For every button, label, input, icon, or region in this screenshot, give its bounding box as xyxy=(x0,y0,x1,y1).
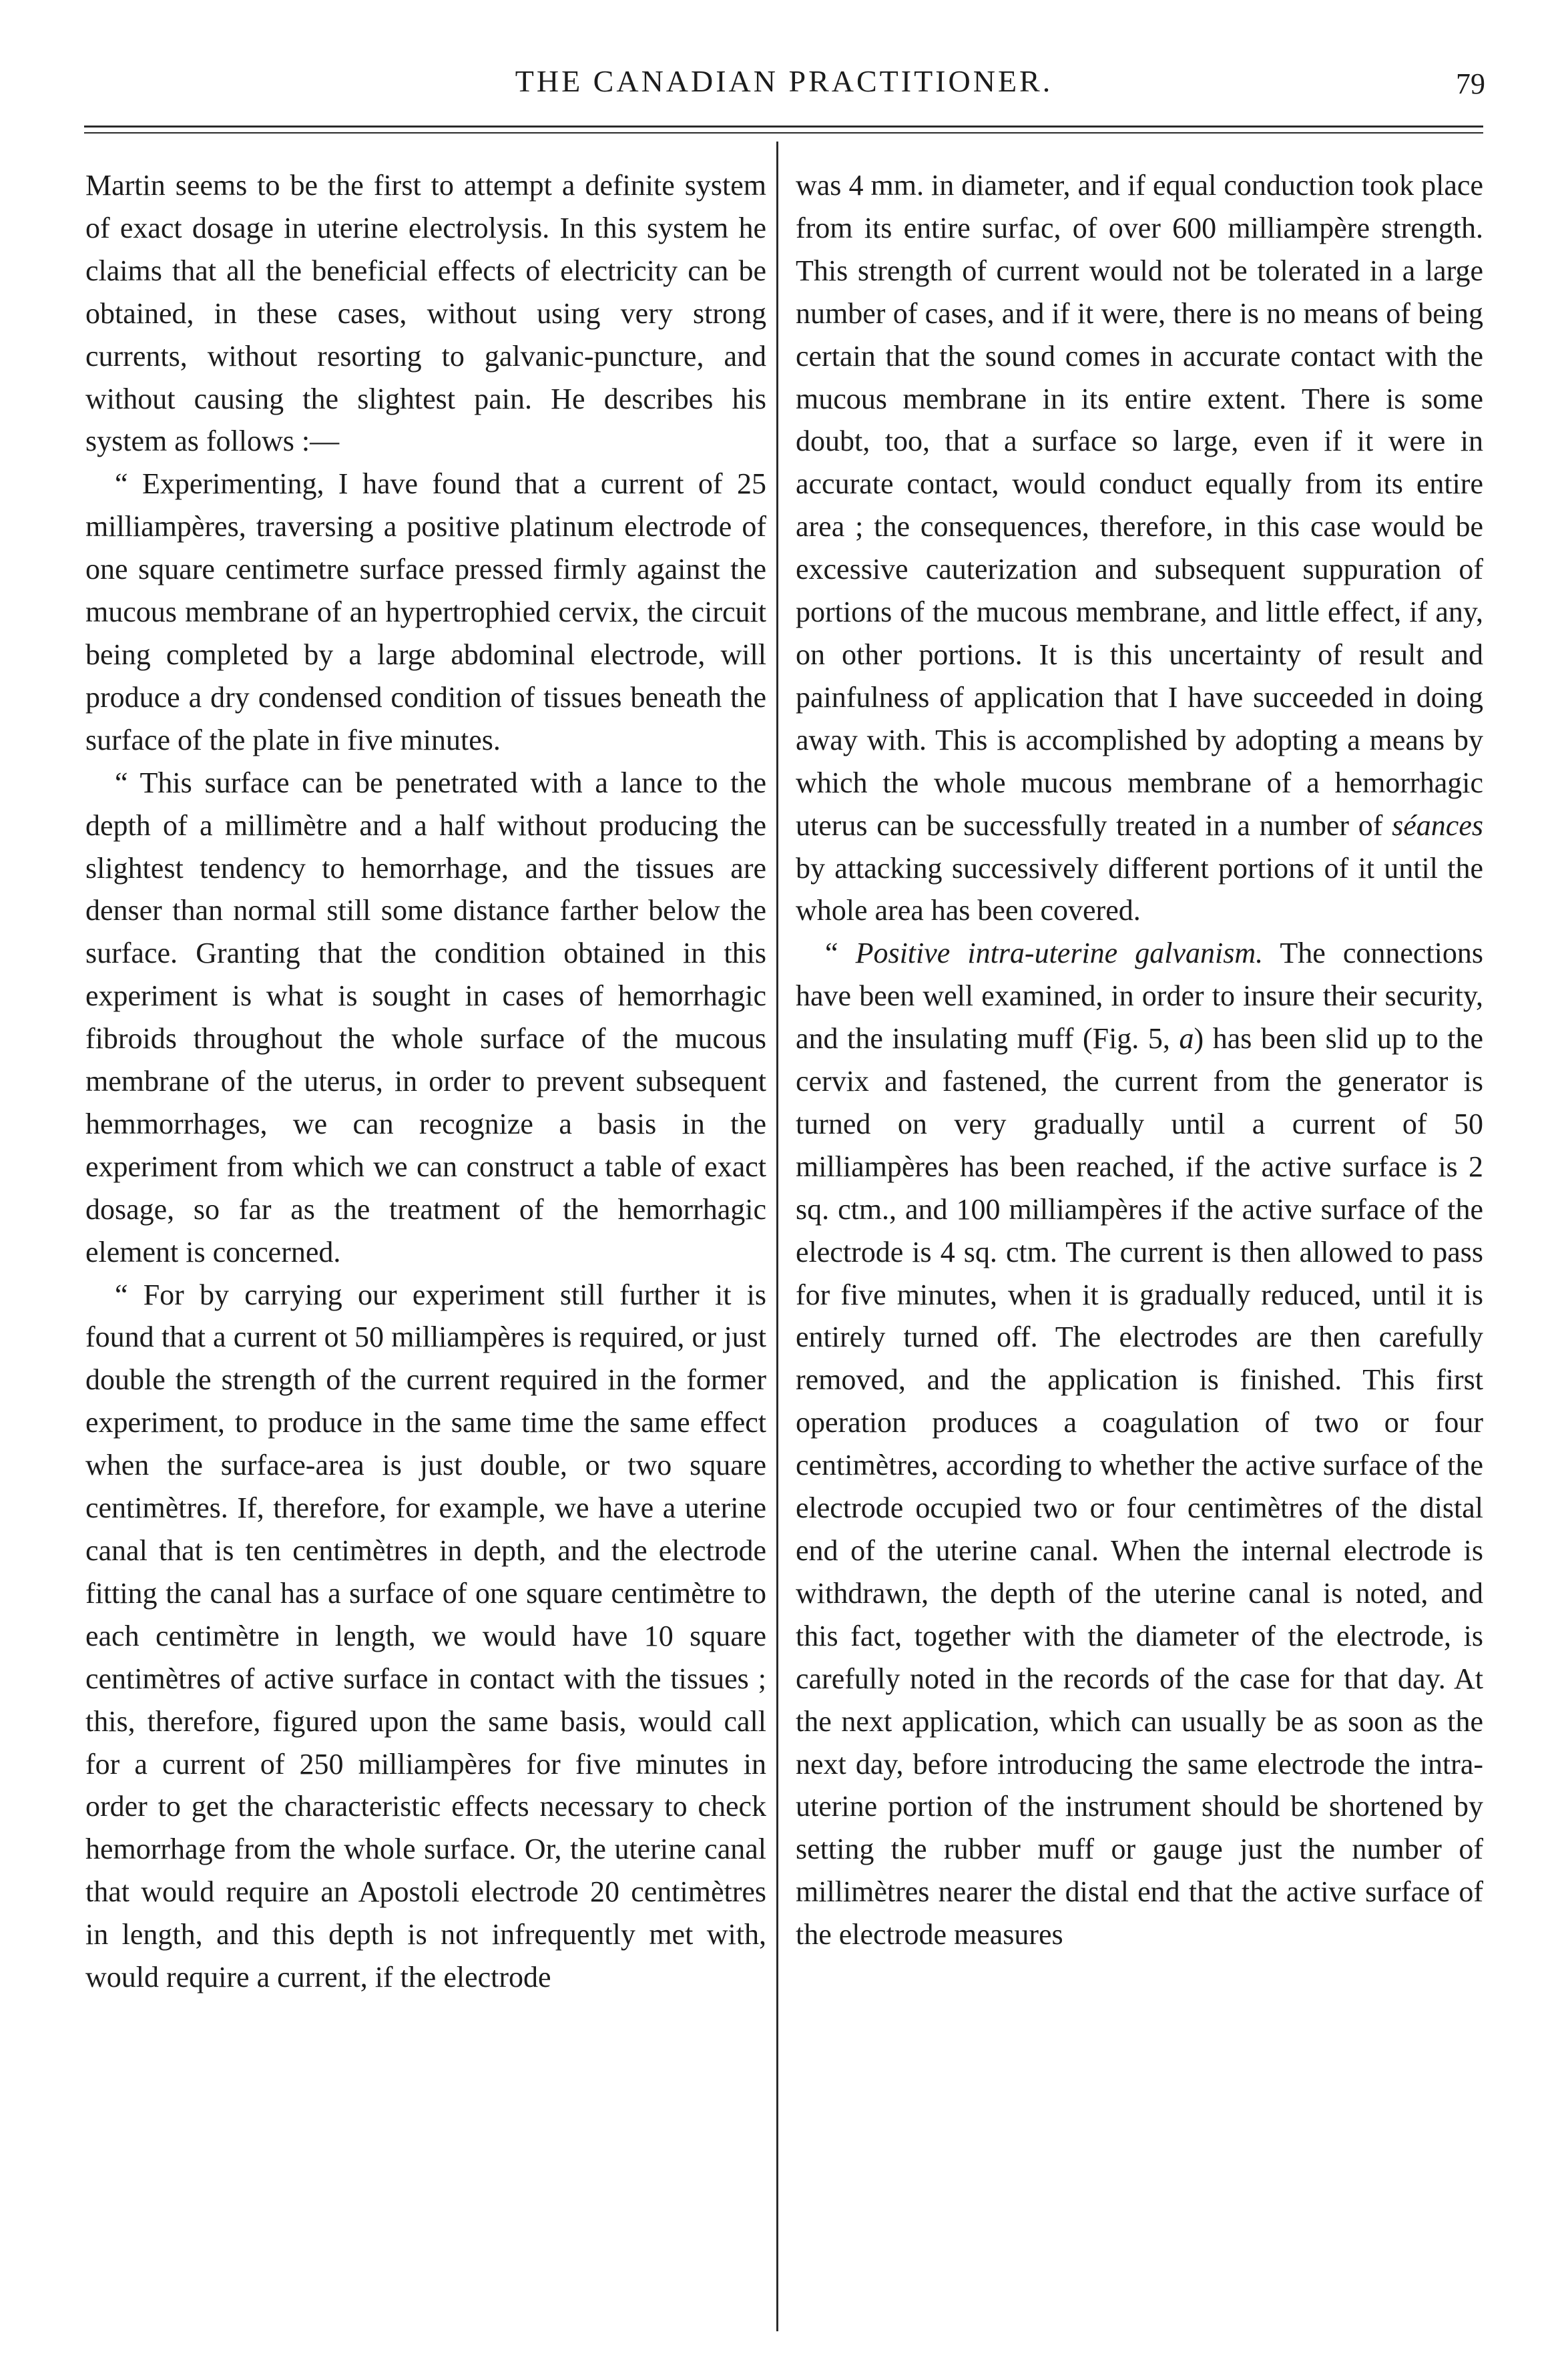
running-head xyxy=(0,61,1568,108)
paragraph: “ Experimenting, I have found that a current of 25 milliampères, traversing a positive platinum electrode of one square centimetre surface pressed firmly against the mucous membrane of an hypertrophied cervix, the circuit being completed by a large abdominal electrode, will produce a dry condensed condition of tissues beneath the surface of the plate in five minutes. xyxy=(85,467,766,756)
paragraph: “ For by carrying our experiment still further it is found that a current ot 50 milliampères is required, or just double the strength of the current required in the former experiment, to produce in the same time the same effect when the surface-area is just double, or two square centimètres. If, therefore, for example, we have a uterine canal that is ten centimètres in depth, and the electrode fitting the canal has a surface of one square centimètre to each centimètre in length, we would have 10 square centimètres of active surface in contact with the tissues ; this, therefore, figured upon the same basis, would call for a current of 250 milliampères for five minutes in order to get the characteristic effects necessary to check hemorrhage from the whole surface. Or, the uterine canal that would require an Apostoli electrode 20 centimètres in length, and this depth is not infrequently met with, would require a current, if the electrode xyxy=(85,1278,766,1994)
paragraph: “ This surface can be penetrated with a lance to the depth of a millimètre and a half without producing the slightest tendency to hemorrhage, and the tissues are denser than normal still some distance farther below the surface. Granting that the condition obtained in this experiment is what is sought in cases of hemorrhagic fibroids throughout the whole surface of the mucous membrane of the uterus, in order to prevent subsequent hemmorrhages, we can recognize a basis in the experiment from which we can construct a table of exact dosage, so far as the treatment of the hemorrhagic element is concerned. xyxy=(85,766,766,1268)
text-run: was 4 mm. in diameter, and if equal conduction took place from its entire surfac, of over 600 milliampère strength. This strength of current would not be tolerated in a large number of cases, and if it were, there is no means of being certain that the sound comes in accurate contact with the mucous membrane in its entire extent. There is some doubt, too, that a surface so large, even if it were in accurate contact, would conduct equally from its entire area ; the consequences, therefore, in this case would be excessive cauterization and subsequent suppuration of portions of the mucous membrane, and little effect, if any, on other portions. It is this uncertainty of result and painfulness of application that I have succeeded in doing away with. This is accomplished by adopting a means by which the whole mucous membrane of a hemorrhagic uterus can be successfully treated in a number of xyxy=(796,169,1483,842)
journal-title: THE CANADIAN PRACTITIONER. xyxy=(515,64,1053,98)
paragraph: Martin seems to be the first to attempt a definite system of exact dosage in uterine electrolysis. In this system he claims that all the beneficial effects of electricity can be obtained, in these cases, without using very strong currents, without resorting to galvanic-puncture, and without causing the slightest pain. He describes his system as follows :— xyxy=(85,169,766,458)
paragraph xyxy=(796,932,1483,1956)
text-run: ) has been slid up to the cervix and fastened, the current from the generator is turned on very gradually until a current of 50 milliampères has been reached, if the active surface is 2 sq. ctm., and 100 milliampères if the active surface of the electrode is 4 sq. ctm. The current is then allowed to pass for five minutes, when it is gradually reduced, until it is entirely turned off. The electrodes are then carefully removed, and the application is finished. This first operation produces a coagulation of two or four centimètres, according to whether the active surface of the electrode occupied two or four centimètres of the distal end of the uterine canal. When the internal electrode is withdrawn, the depth of the uterine canal is noted, and this fact, together with the diameter of the electrode, is carefully noted in the records of the case for that day. At the next application, which can usually be as soon as the next day, before introducing the same electrode the intra-uterine portion of the instrument should be shortened by setting the rubber muff or gauge just the number of millimètres nearer the distal end that the active surface of the electrode measures xyxy=(796,1022,1483,1951)
text-run: “ xyxy=(825,937,856,970)
italic-fig-letter: a xyxy=(1179,1022,1194,1055)
column-divider xyxy=(776,142,778,2331)
text-run: The connections have been well examined, in order to insure their security, and the insulating muff (Fig. 5, xyxy=(796,937,1483,1055)
italic-heading: Positive intra-uterine galvanism. xyxy=(855,937,1264,970)
right-column xyxy=(796,164,1483,1956)
italic-term: séances xyxy=(1392,808,1483,842)
left-column xyxy=(85,164,766,1999)
header-rule-top xyxy=(84,126,1483,128)
header-rule-bottom xyxy=(84,132,1483,134)
paragraph xyxy=(796,164,1483,932)
page-number: 79 xyxy=(1456,67,1485,100)
text-run: by attacking successively different portions of it until the whole area has been covered. xyxy=(796,851,1483,927)
